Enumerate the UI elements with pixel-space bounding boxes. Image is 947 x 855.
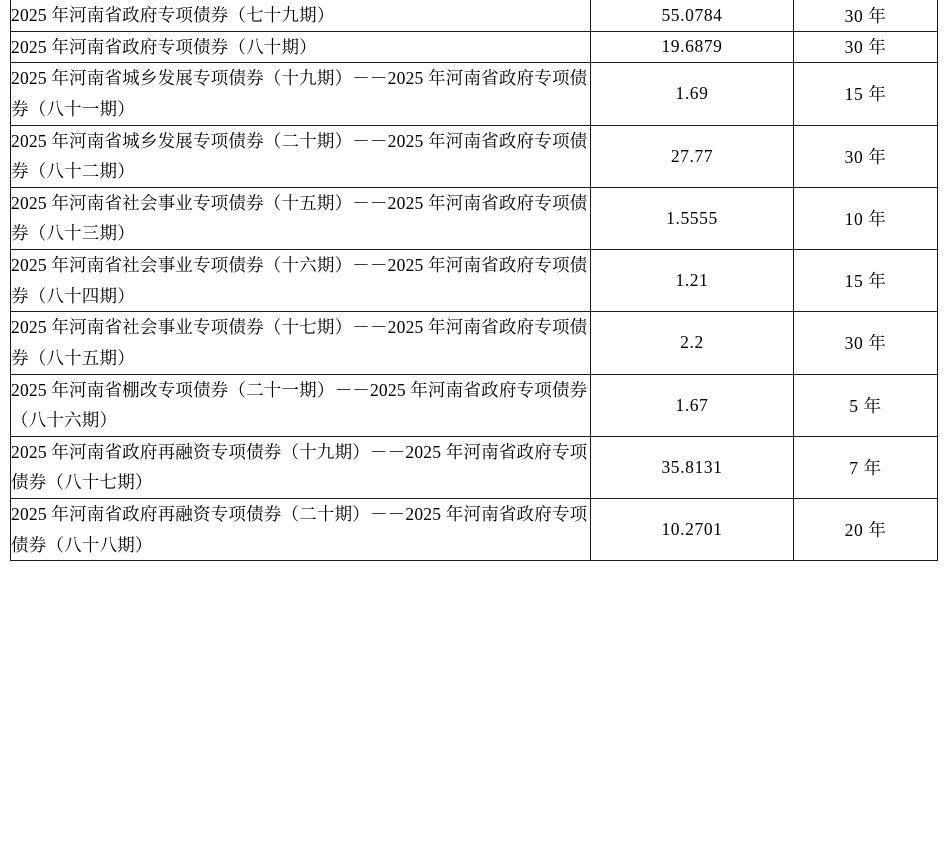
bond-amount-cell: 1.67 [591,374,794,436]
table-row [11,499,938,561]
bond-amount-cell: 1.5555 [591,187,794,249]
bond-term-cell: 15 年 [794,63,938,125]
table-row [11,374,938,436]
bond-name-cell: 2025 年河南省政府专项债券（七十九期） [11,0,591,31]
table-row [11,187,938,249]
bond-term-cell: 7 年 [794,436,938,498]
table-row [11,125,938,187]
bond-amount-cell: 35.8131 [591,436,794,498]
table-row [11,31,938,63]
bond-name-cell: 2025 年河南省社会事业专项债券（十六期）－－2025 年河南省政府专项债券（八十四期） [11,250,591,312]
bond-name-cell: 2025 年河南省城乡发展专项债券（十九期）－－2025 年河南省政府专项债券（八十一期） [11,63,591,125]
bond-name-cell: 2025 年河南省城乡发展专项债券（二十期）－－2025 年河南省政府专项债券（八十二期） [11,125,591,187]
bond-amount-cell: 19.6879 [591,31,794,63]
bond-name-cell: 2025 年河南省政府再融资专项债券（十九期）－－2025 年河南省政府专项债券（八十七期） [11,436,591,498]
table-row [11,0,938,31]
bond-amount-cell: 27.77 [591,125,794,187]
bond-amount-cell: 1.21 [591,250,794,312]
bond-amount-cell: 2.2 [591,312,794,374]
bond-term-cell: 30 年 [794,312,938,374]
bond-term-cell: 30 年 [794,31,938,63]
table-row [11,63,938,125]
bond-list-table [10,0,938,561]
table-row [11,250,938,312]
bond-amount-cell: 1.69 [591,63,794,125]
bond-name-cell: 2025 年河南省政府专项债券（八十期） [11,31,591,63]
bond-name-cell: 2025 年河南省社会事业专项债券（十五期）－－2025 年河南省政府专项债券（八十三期） [11,187,591,249]
bond-amount-cell: 10.2701 [591,499,794,561]
table-body [11,0,938,561]
bond-term-cell: 15 年 [794,250,938,312]
bond-term-cell: 20 年 [794,499,938,561]
bond-amount-cell: 55.0784 [591,0,794,31]
bond-term-cell: 10 年 [794,187,938,249]
bond-name-cell: 2025 年河南省社会事业专项债券（十七期）－－2025 年河南省政府专项债券（八十五期） [11,312,591,374]
bond-term-cell: 30 年 [794,125,938,187]
table-row [11,436,938,498]
table-row [11,312,938,374]
bond-name-cell: 2025 年河南省棚改专项债券（二十一期）－－2025 年河南省政府专项债券（八十六期） [11,374,591,436]
bond-name-cell: 2025 年河南省政府再融资专项债券（二十期）－－2025 年河南省政府专项债券（八十八期） [11,499,591,561]
bond-term-cell: 5 年 [794,374,938,436]
bond-term-cell: 30 年 [794,0,938,31]
